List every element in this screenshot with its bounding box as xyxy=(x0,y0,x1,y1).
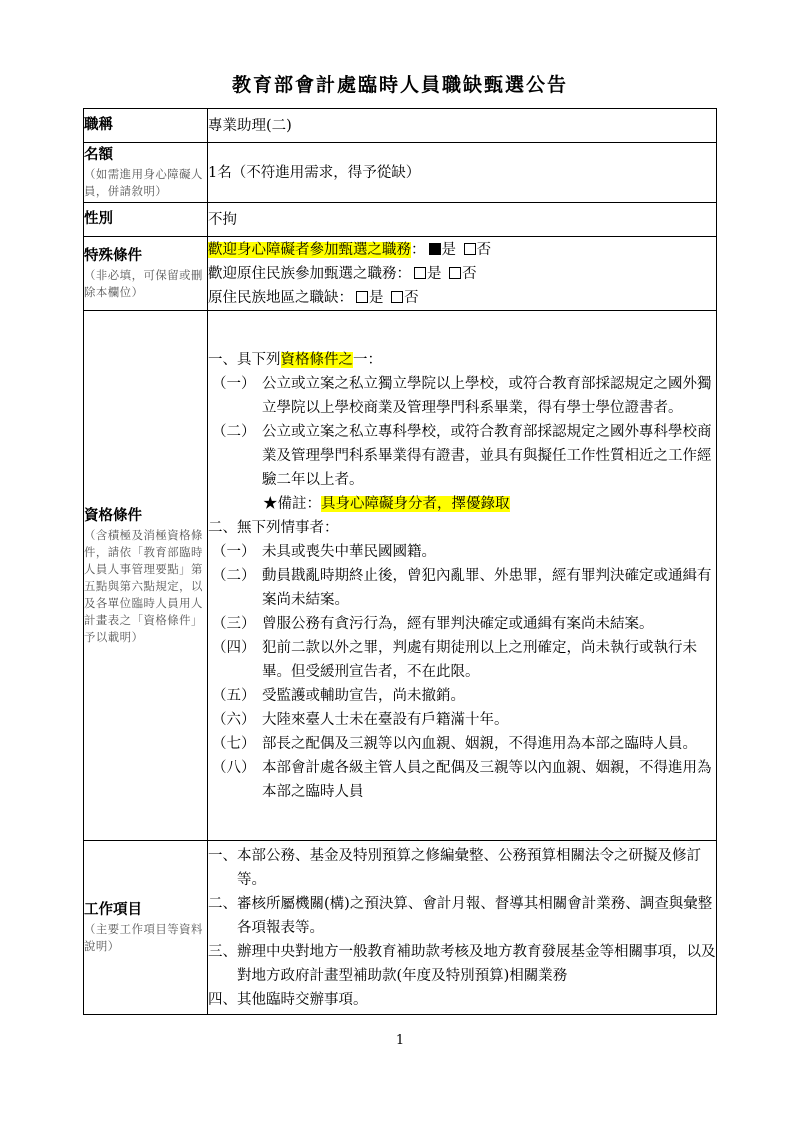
item-text: 部長之配偶及三親等以內血親、姻親，不得進用為本部之臨時人員。 xyxy=(262,735,697,752)
indigenous-area-yes-checkbox[interactable] xyxy=(356,291,368,303)
page-title: 教育部會計處臨時人員職缺甄選公告 xyxy=(231,74,568,96)
duty-text: 本部公務、基金及特別預算之修編彙整、公務預算相關法令之研擬及修訂等。 xyxy=(237,847,701,888)
item-number: （四） xyxy=(212,639,256,656)
item-text: 公立或立案之私立獨立學院以上學校，或符合教育部採認規定之國外獨立學院以上學校商業及管理學門科系畢業，得有學士學位證書者。 xyxy=(262,375,712,416)
duties-content xyxy=(208,841,717,1015)
position-value: 專業助理(二) xyxy=(208,109,717,143)
section-2-text: 無下列情事者： xyxy=(237,519,339,536)
indigenous-yes-checkbox[interactable] xyxy=(414,267,426,279)
duty-number: 四、 xyxy=(208,991,237,1008)
special-label-cell xyxy=(84,237,208,311)
item-text: 犯前二款以外之罪，判處有期徒刑以上之刑確定，尚未執行或執行未畢。但受緩刑宣告者，不在此限。 xyxy=(262,639,697,680)
duty-text: 其他臨時交辦事項。 xyxy=(237,991,368,1008)
special-line-indigenous-area xyxy=(208,286,716,310)
qualification-content xyxy=(208,311,717,841)
special-note: （非必填，可保留或刪除本欄位） xyxy=(84,268,203,299)
section-1-prefix: 具下列 xyxy=(237,351,281,368)
section-2-item xyxy=(212,636,716,684)
page-number: 1 xyxy=(395,1033,405,1048)
item-text: 公立或立案之私立專科學校，或符合教育部採認規定之國外專科學校商業及管理學門科系畢業得有證書，並具有與擬任工作性質相近之工作經驗二年以上者。 xyxy=(262,423,712,488)
indigenous-area-text: 原住民族地區之職缺 xyxy=(208,289,339,306)
gender-value: 不拘 xyxy=(208,203,717,237)
indigenous-text: 歡迎原住民族參加甄選之職務 xyxy=(208,265,397,282)
gender-label-cell xyxy=(84,203,208,237)
duties-label-cell xyxy=(84,841,208,1015)
item-number: （一） xyxy=(212,543,256,560)
row-gender xyxy=(84,203,717,237)
duty-text: 審核所屬機關(構)之預決算、會計月報、督導其相關會計業務、調查與彙整各項報表等。 xyxy=(237,895,713,936)
row-qualifications xyxy=(84,311,717,841)
disability-no-label: 否 xyxy=(476,241,492,258)
qualification-label-cell xyxy=(84,311,208,841)
duties-label: 工作項目 xyxy=(84,902,142,918)
quota-label-cell xyxy=(84,143,208,203)
indigenous-yes-label: 是 xyxy=(427,265,442,282)
item-text: 動員戡亂時期終止後，曾犯內亂罪、外患罪，經有罪判決確定或通緝有案尚未結案。 xyxy=(262,567,712,608)
item-text: 未具或喪失中華民國國籍。 xyxy=(262,543,436,560)
remark xyxy=(263,492,716,516)
item-text: 曾服公務有貪污行為，經有罪判決確定或通緝有案尚未結案。 xyxy=(262,615,654,632)
section-1-item xyxy=(212,420,716,492)
disability-no-checkbox[interactable] xyxy=(464,243,476,255)
indigenous-sep: ： xyxy=(396,265,411,282)
item-number: （二） xyxy=(212,423,256,440)
quota-label: 名額 xyxy=(84,147,113,163)
duty-item xyxy=(208,988,716,1012)
quota-note: （如需進用身心障礙人員，併請敘明） xyxy=(84,167,203,198)
section-2-item xyxy=(212,756,716,804)
special-line-disability xyxy=(208,238,716,262)
remark-highlight: 具身心障礙身分者，擇優錄取 xyxy=(321,495,510,512)
position-label: 職稱 xyxy=(84,117,113,133)
item-number: （七） xyxy=(212,735,256,752)
disability-yes-label: 是 xyxy=(441,241,456,258)
duty-number: 三、 xyxy=(208,943,237,960)
item-number: （八） xyxy=(212,759,256,776)
duty-item xyxy=(208,892,716,940)
job-vacancy-table xyxy=(83,108,717,1015)
indigenous-area-yes-label: 是 xyxy=(369,289,384,306)
indigenous-area-no-checkbox[interactable] xyxy=(391,291,403,303)
section-1-item xyxy=(212,372,716,420)
duty-item xyxy=(208,940,716,988)
item-text: 受監護或輔助宣告，尚未撤銷。 xyxy=(262,687,465,704)
item-text: 大陸來臺人士未在臺設有戶籍滿十年。 xyxy=(262,711,509,728)
item-number: （六） xyxy=(212,711,256,728)
special-line-indigenous xyxy=(208,262,716,286)
disability-sep: ： xyxy=(411,241,426,258)
item-number: （二） xyxy=(212,567,256,584)
qualification-note: （含積極及消極資格條件，請依「教育部臨時人員人事管理要點」第五點與第六點規定，以及各單位臨時人員用人計畫表之「資格條件」予以載明） xyxy=(84,527,203,644)
item-number: （五） xyxy=(212,687,256,704)
qualification-section-2 xyxy=(208,516,716,540)
section-2-item xyxy=(212,684,716,708)
section-2-item xyxy=(212,612,716,636)
qualification-section-1 xyxy=(208,348,716,372)
section-1-suffix: 一： xyxy=(353,351,382,368)
quota-value: 1名（不符進用需求，得予從缺） xyxy=(208,143,717,203)
row-duties xyxy=(84,841,717,1015)
indigenous-no-label: 否 xyxy=(462,265,477,282)
section-1-highlight: 資格條件之 xyxy=(280,351,353,368)
section-2-item xyxy=(212,732,716,756)
gender-label: 性別 xyxy=(84,211,113,227)
item-number: （三） xyxy=(212,615,256,632)
row-special-conditions xyxy=(84,237,717,311)
item-text: 本部會計處各級主管人員之配偶及三親等以內血親、姻親，不得進用為本部之臨時人員 xyxy=(262,759,712,800)
special-content xyxy=(208,237,717,311)
section-2-num: 二、 xyxy=(208,519,237,536)
disability-text: 歡迎身心障礙者參加甄選之職務 xyxy=(208,241,411,258)
section-2-item xyxy=(212,708,716,732)
indigenous-no-checkbox[interactable] xyxy=(449,267,461,279)
qualification-label: 資格條件 xyxy=(84,507,142,524)
position-label-cell xyxy=(84,109,208,143)
section-2-item xyxy=(212,564,716,612)
disability-yes-checkbox[interactable] xyxy=(429,243,441,255)
duty-item xyxy=(208,844,716,892)
section-1-num: 一、 xyxy=(208,351,237,368)
duty-text: 辦理中央對地方一般教育補助款考核及地方教育發展基金等相關事項，以及對地方政府計畫型補助款(年度及特別預算)相關業務 xyxy=(237,943,716,984)
special-label: 特殊條件 xyxy=(84,248,142,264)
duty-number: 二、 xyxy=(208,895,237,912)
row-quota xyxy=(84,143,717,203)
remark-prefix: ★備註： xyxy=(263,495,321,512)
item-number: （一） xyxy=(212,375,256,392)
duty-number: 一、 xyxy=(208,847,237,864)
indigenous-area-no-label: 否 xyxy=(404,289,419,306)
row-position xyxy=(84,109,717,143)
section-2-item xyxy=(212,540,716,564)
duties-note: （主要工作項目等資料說明） xyxy=(84,922,203,953)
indigenous-area-sep: ： xyxy=(338,289,353,306)
